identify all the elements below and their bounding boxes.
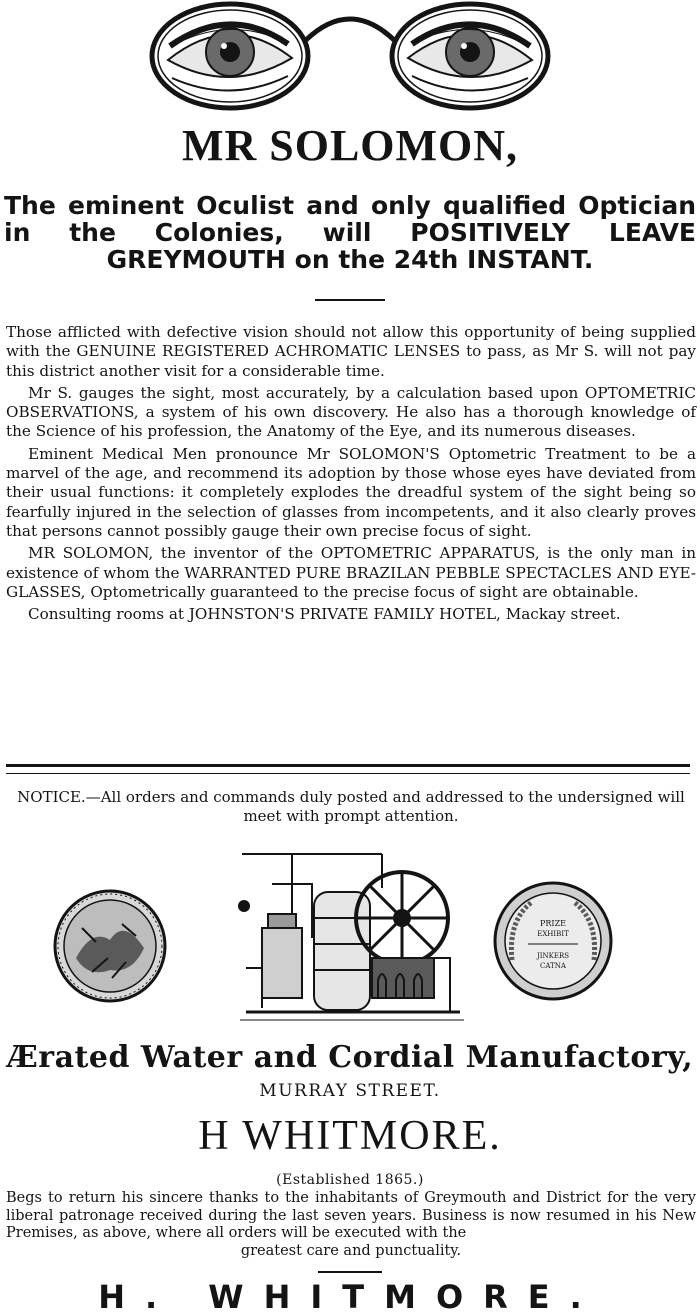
medal-text-line-2: EXHIBIT xyxy=(537,930,569,938)
whitmore-body-text: Begs to return his sincere thanks to the inhabitants of Greymouth and District for the very liberal patronage received during the last seven years. Business is now resumed in his New Premises, as above, where all orders will be executed with the xyxy=(6,1190,696,1241)
proprietor-name: H WHITMORE. xyxy=(198,1113,502,1159)
machinery-illustration xyxy=(232,848,468,1028)
solomon-paragraph-4: MR SOLOMON, the inventor of the OPTOMETRIC APPARATUS, is the only man in existence of whom the WARRANTED PURE BRAZILAN PEBBLE SPECTACLES AND EYE-GLASSES, Optometrically guaranteed to the precise focus of sight are obtainable. xyxy=(6,544,696,601)
solomon-paragraph-5: Consulting rooms at JOHNSTON'S PRIVATE FAMILY HOTEL, Mackay street. xyxy=(28,605,621,624)
business-name: Ærated Water and Cordial Manufactory, xyxy=(6,1040,694,1075)
spectacles-illustration xyxy=(148,0,552,112)
solomon-title: MR SOLOMON, xyxy=(181,121,519,170)
solomon-paragraph-3: Eminent Medical Men pronounce Mr SOLOMON'S Optometric Treatment to be a marvel of the age, and recommend its adoption by those whose eyes have deviated from their usual functions: it completely explodes the dreadful system of the sight being so fearfully injured in the selection of glasses from incompetents, and it also clearly proves that persons cannot possibly gauge their own precise focus of sight. xyxy=(6,444,696,540)
established-line: (Established 1865.) xyxy=(276,1172,424,1188)
solomon-paragraph-1: Those afflicted with defective vision should not allow this opportunity of being supplied with the GENUINE REGISTERED ACHROMATIC LENSES to pass, as Mr S. will not pay this district another visit for a considerable time. xyxy=(6,323,696,380)
medal-text-line-4: CATNA xyxy=(540,962,566,970)
medal-text-line-3: JINKERS xyxy=(536,952,570,960)
solomon-paragraph-2: Mr S. gauges the sight, most accurately, by a calculation based upon OPTOMETRIC OBSERVATIONS, a system of his own discovery. He also has a thorough knowledge of the Science of his profession, the Anatomy of the Eye, and its numerous diseases. xyxy=(6,383,696,441)
footer-divider xyxy=(318,1271,382,1273)
notice-text: NOTICE.—All orders and commands duly posted and addressed to the undersigned will meet with prompt attention. xyxy=(17,788,685,825)
medal-text-line-1: PRIZE xyxy=(540,919,566,928)
street-address: MURRAY STREET. xyxy=(259,1081,441,1101)
solomon-body xyxy=(6,323,696,627)
headline-line-3: GREYMOUTH on the 24th INSTANT. xyxy=(106,245,594,274)
whitmore-body xyxy=(6,1190,696,1260)
headline-line-1: The eminent Oculist and only qualified Optician xyxy=(4,191,696,220)
divider-short xyxy=(315,299,385,301)
solomon-headline xyxy=(4,192,696,273)
left-medal-illustration xyxy=(52,888,168,1004)
section-divider xyxy=(6,764,690,774)
headline-line-2: in the Colonies, will POSITIVELY LEAVE xyxy=(4,218,696,247)
footer-name: H. WHITMORE. xyxy=(98,1278,602,1316)
whitmore-body-last-line: greatest care and punctuality. xyxy=(240,1242,462,1259)
right-medal-illustration xyxy=(492,880,614,1002)
